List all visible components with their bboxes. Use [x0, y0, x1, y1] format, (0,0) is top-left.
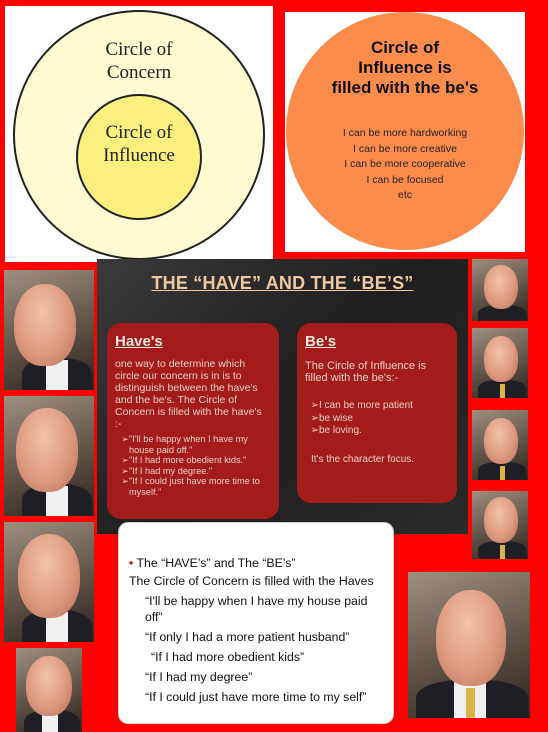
haves-heading: Have's — [115, 333, 163, 350]
influence-lines — [285, 126, 525, 204]
text-card-content — [129, 555, 385, 705]
portrait-photo — [472, 410, 528, 480]
portrait-photo — [472, 491, 528, 559]
list-item: • "If I could just have more time to myself." — [129, 476, 271, 497]
circle-of-concern-diagram — [5, 6, 273, 262]
portrait-photo — [408, 572, 530, 718]
quote-line: “If only I had a more patient husband” — [145, 630, 350, 644]
list-item: • I can be more patient — [319, 400, 449, 413]
influence-circle-panel — [285, 12, 525, 252]
quote-line: “If I had my degree” — [145, 670, 253, 684]
influence-line: I can be focused — [366, 173, 444, 186]
influence-label-line2: Influence — [103, 145, 175, 166]
text-card-heading — [129, 555, 385, 571]
slide-title: THE “HAVE” AND THE “BE’S” — [151, 273, 414, 293]
quote-line: “I'll be happy when I have my house paid off” — [145, 594, 368, 624]
text-card-heading-text: The “HAVE’s” and The “BE’s” — [136, 556, 296, 570]
circle-of-influence — [76, 94, 202, 220]
portrait-photo — [4, 270, 94, 390]
list-item: • be wise — [319, 413, 449, 426]
portrait-photo — [16, 648, 82, 732]
list-item: • "If I had my degree." — [129, 466, 271, 477]
concern-label-line2: Concern — [106, 62, 172, 83]
quote-line: “If I could just have more time to my self” — [145, 690, 367, 704]
portrait-photo — [4, 396, 94, 516]
influence-label-line1: Circle of — [105, 122, 173, 143]
influence-line: I can be more cooperative — [344, 158, 466, 170]
portrait-photo — [472, 328, 528, 398]
portrait-photo — [4, 522, 94, 642]
influence-title-line1: Circle of — [370, 38, 440, 57]
quote-line: “If I had more obedient kids” — [151, 650, 305, 664]
haves-card — [107, 323, 279, 519]
list-item: • "If I had more obedient kids." — [129, 455, 271, 466]
haves-list — [115, 434, 271, 497]
concern-label-line1: Circle of — [105, 39, 173, 60]
influence-line: etc — [397, 189, 412, 201]
influence-line: I can be more hardworking — [342, 127, 468, 139]
haves-and-bes-slide — [97, 259, 468, 534]
text-card-intro: The Circle of Concern is filled with the Haves — [129, 574, 374, 588]
bes-body: The Circle of Influence is filled with the be's:- — [305, 360, 427, 384]
influence-title-line2: Influence is — [358, 58, 452, 77]
bes-footer: It's the character focus. — [311, 453, 415, 465]
bes-card — [297, 323, 457, 503]
influence-title-line3: filled with the be's — [331, 78, 479, 97]
haves-text-card — [118, 522, 394, 724]
list-item: • be loving. — [319, 425, 449, 438]
influence-line: I can be more creative — [353, 142, 457, 155]
bullet-icon: • — [129, 556, 134, 570]
list-item: • "I'll be happy when I have my house paid off." — [129, 434, 271, 455]
haves-body: one way to determine which circle our concern is in is to distinguish between the have's and the be's. The Circle of Concern is filled with the have's :- — [115, 358, 262, 430]
influence-title — [285, 38, 525, 98]
bes-list — [305, 400, 449, 438]
portrait-photo — [472, 259, 528, 321]
bes-heading: Be's — [305, 333, 337, 350]
